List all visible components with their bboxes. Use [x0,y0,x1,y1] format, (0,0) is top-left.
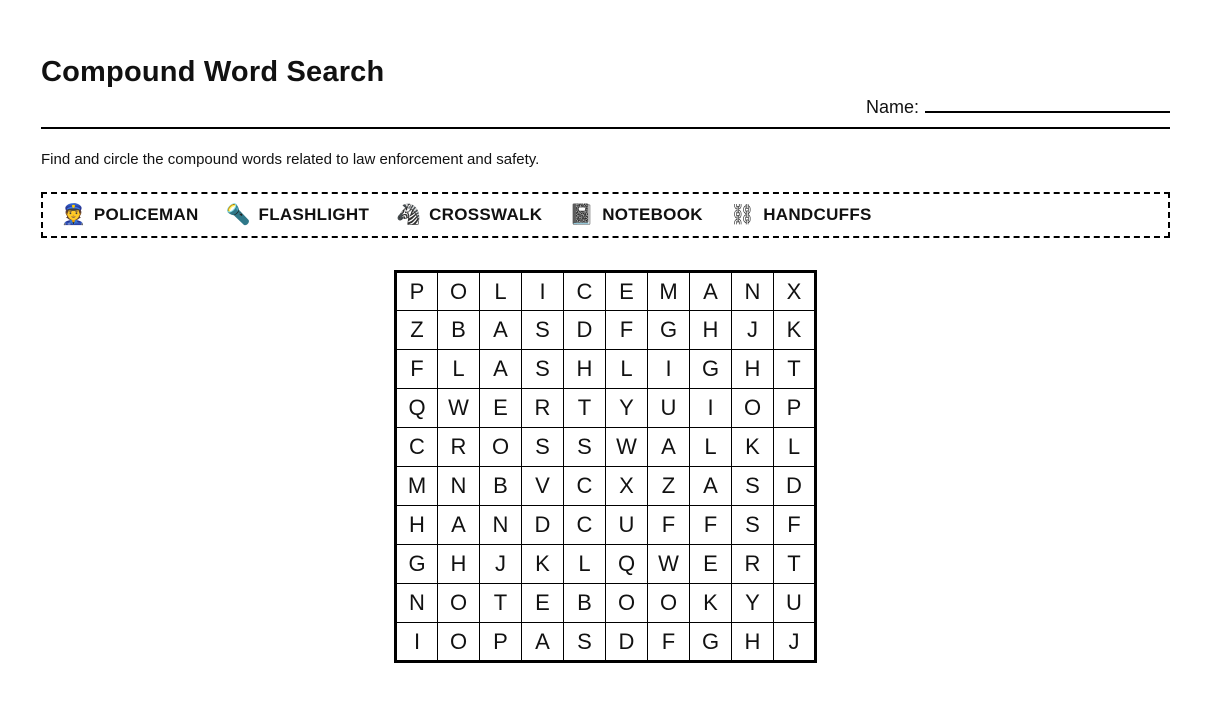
grid-cell: K [522,545,564,584]
grid-cell: P [480,623,522,662]
grid-cell: J [480,545,522,584]
grid-cell: F [648,506,690,545]
grid-cell: L [480,272,522,311]
grid-cell: I [396,623,438,662]
grid-cell: X [774,272,816,311]
grid-cell: F [396,350,438,389]
grid-cell: A [522,623,564,662]
instructions-text: Find and circle the compound words related to law enforcement and safety. [41,151,540,168]
grid-cell: E [606,272,648,311]
grid-cell: O [732,389,774,428]
grid-cell: A [438,506,480,545]
grid-cell: G [396,545,438,584]
grid-container [41,270,1170,663]
grid-cell: N [396,584,438,623]
grid-cell: P [396,272,438,311]
grid-cell: B [480,467,522,506]
handcuffs-chains-icon: ⛓ [729,204,756,226]
grid-cell: R [522,389,564,428]
grid-row [396,311,816,350]
grid-cell: C [564,506,606,545]
grid-cell: S [564,623,606,662]
flashlight-icon: 🔦 [225,204,251,226]
grid-cell: H [564,350,606,389]
grid-cell: O [480,428,522,467]
word-bank-item [226,205,370,225]
grid-cell: E [522,584,564,623]
grid-cell: Z [648,467,690,506]
grid-cell: W [606,428,648,467]
grid-cell: H [732,623,774,662]
grid-cell: S [732,506,774,545]
grid-cell: O [438,272,480,311]
notebook-icon: 📓 [569,204,595,226]
grid-row [396,350,816,389]
grid-cell: A [648,428,690,467]
word-search-grid [394,270,817,663]
word-bank [41,192,1170,238]
grid-row [396,545,816,584]
grid-cell: S [564,428,606,467]
grid-cell: G [648,311,690,350]
grid-cell: Q [606,545,648,584]
word-bank-label: HANDCUFFS [763,205,872,224]
word-bank-label: NOTEBOOK [602,205,703,224]
grid-cell: A [690,272,732,311]
grid-cell: J [732,311,774,350]
grid-row [396,428,816,467]
grid-cell: B [438,311,480,350]
grid-cell: L [564,545,606,584]
grid-cell: G [690,350,732,389]
grid-cell: Y [606,389,648,428]
grid-cell: V [522,467,564,506]
grid-cell: H [732,350,774,389]
grid-cell: H [690,311,732,350]
grid-cell: O [648,584,690,623]
grid-cell: E [480,389,522,428]
grid-cell: S [522,428,564,467]
grid-row [396,506,816,545]
grid-cell: L [606,350,648,389]
grid-row [396,623,816,662]
grid-cell: J [774,623,816,662]
grid-cell: U [606,506,648,545]
grid-cell: T [564,389,606,428]
grid-cell: L [774,428,816,467]
grid-cell: O [438,584,480,623]
word-bank-item [730,205,872,225]
grid-cell: Y [732,584,774,623]
grid-row [396,389,816,428]
grid-cell: K [732,428,774,467]
word-bank-label: CROSSWALK [429,205,543,224]
grid-cell: M [648,272,690,311]
grid-row [396,584,816,623]
grid-cell: K [774,311,816,350]
grid-cell: D [522,506,564,545]
grid-cell: T [480,584,522,623]
grid-row [396,467,816,506]
grid-cell: A [480,350,522,389]
grid-cell: X [606,467,648,506]
grid-cell: F [774,506,816,545]
grid-cell: E [690,545,732,584]
grid-cell: N [480,506,522,545]
grid-cell: I [648,350,690,389]
grid-cell: G [690,623,732,662]
word-bank-item [569,205,703,225]
grid-cell: W [648,545,690,584]
grid-cell: H [396,506,438,545]
word-bank-item [396,205,542,225]
grid-cell: P [774,389,816,428]
policeman-icon: 👮 [61,204,86,226]
grid-cell: L [690,428,732,467]
name-blank-line [925,95,1170,113]
grid-cell: W [438,389,480,428]
grid-cell: S [522,311,564,350]
grid-cell: D [774,467,816,506]
grid-cell: F [690,506,732,545]
grid-cell: L [438,350,480,389]
name-label: Name: [865,97,919,117]
grid-cell: O [606,584,648,623]
word-bank-label: FLASHLIGHT [258,205,370,224]
grid-row [396,272,816,311]
grid-cell: I [690,389,732,428]
grid-cell: U [648,389,690,428]
grid-cell: K [690,584,732,623]
grid-cell: N [438,467,480,506]
grid-cell: R [438,428,480,467]
grid-cell: C [396,428,438,467]
grid-cell: N [732,272,774,311]
grid-cell: C [564,467,606,506]
zebra-crosswalk-icon: 🦓 [396,204,422,226]
grid-cell: S [732,467,774,506]
grid-cell: C [564,272,606,311]
worksheet-header [41,0,1170,129]
word-search-grid-body [396,272,816,662]
grid-cell: Z [396,311,438,350]
page-title: Compound Word Search [41,56,385,88]
grid-cell: A [480,311,522,350]
grid-cell: H [438,545,480,584]
grid-cell: Q [396,389,438,428]
word-bank-label: POLICEMAN [93,205,199,224]
grid-cell: O [438,623,480,662]
grid-cell: T [774,350,816,389]
grid-cell: R [732,545,774,584]
grid-cell: T [774,545,816,584]
grid-cell: U [774,584,816,623]
grid-cell: I [522,272,564,311]
name-field-row [41,95,1170,119]
grid-cell: D [564,311,606,350]
grid-cell: B [564,584,606,623]
grid-cell: A [690,467,732,506]
grid-cell: F [648,623,690,662]
word-bank-item [61,205,199,225]
grid-cell: S [522,350,564,389]
grid-cell: F [606,311,648,350]
grid-cell: D [606,623,648,662]
grid-cell: M [396,467,438,506]
